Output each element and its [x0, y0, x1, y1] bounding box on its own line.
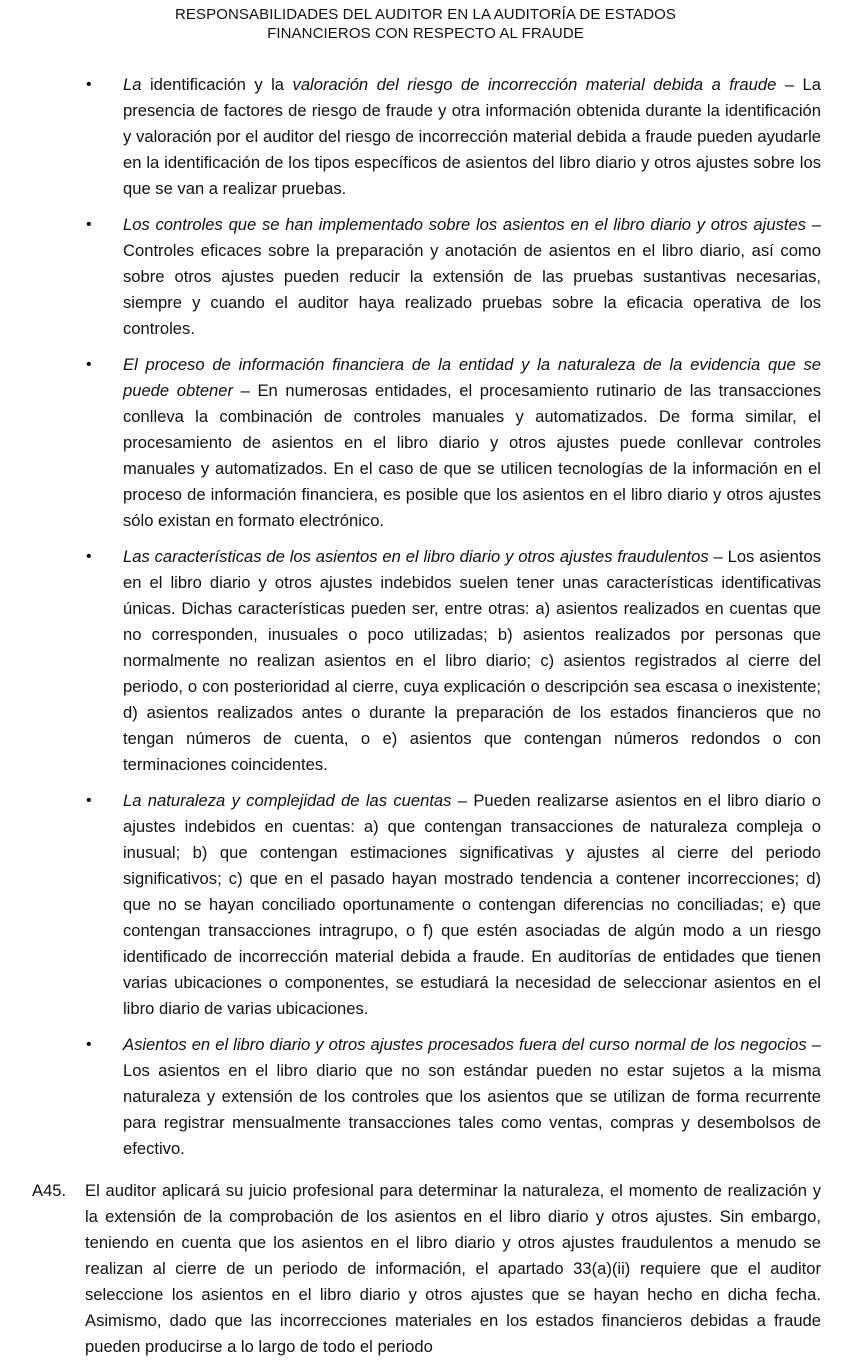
bullet-item-3 — [0, 352, 851, 534]
bullet-marker: • — [86, 792, 92, 809]
paragraph-number: A45. — [32, 1181, 67, 1200]
bullet-marker: • — [86, 356, 92, 373]
bullet-marker: • — [86, 76, 92, 93]
bullet-text: – La presencia de factores de riesgo de fraude y otra información obtenida durante la identificación y valoración por el auditor del riesgo de incorrección material debida a fraude pueden ayudarle en la identificación de los tipos específicos de asientos del libro diario y otros ajustes sobre los que se van a realizar pruebas. — [123, 75, 821, 198]
bullet-item-6 — [0, 1032, 851, 1162]
bullet-mid: identificación y la — [141, 75, 293, 94]
bullet-item-4 — [0, 544, 851, 778]
bullet-text: – En numerosas entidades, el procesamiento rutinario de las transacciones conlleva la combinación de controles manuales y automatizados. De forma similar, el procesamiento de asientos en el libro diario y otros ajustes puede conllevar controles manuales y automatizados. En el caso de que se utilicen tecnologías de la información en el proceso de información financiera, es posible que los asientos en el libro diario y otros ajustes sólo existan en formato electrónico. — [123, 381, 821, 530]
bullet-lead: La — [123, 75, 142, 94]
paragraph-body: El auditor aplicará su juicio profesional para determinar la naturaleza, el momento de realización y la extensión de la comprobación de los asientos en el libro diario y otros ajustes. Sin embargo, teniendo en cuenta que los asientos en el libro diario y otros ajustes fraudulentos a menudo se realizan al cierre de un periodo de información, el apartado 33(a)(ii) requiere que el auditor seleccione los asientos en el libro diario y otros ajustes que se hayan hecho en dicha fecha. Asimismo, dado que las incorrecciones materiales en los estados financieros debidas a fraude pueden producirse a lo largo de todo el periodo — [85, 1181, 821, 1356]
bullet-lead: Las características de los asientos en el libro diario y otros ajustes fraudulentos — [123, 547, 709, 566]
header-line-2: FINANCIEROS CON RESPECTO AL FRAUDE — [267, 25, 584, 42]
bullet-marker: • — [86, 216, 92, 233]
bullet-lead: El proceso de información financiera de la entidad y la naturaleza de la evidencia que se puede obtener — [123, 355, 821, 400]
bullet-list — [0, 72, 851, 1172]
bullet-text: – Los asientos en el libro diario que no son estándar pueden no estar sujetos a la misma naturaleza y extensión de los controles que los asientos que se utilizan de forma recurrente para registrar mensualmente transacciones tales como ventas, compras y desembolsos de efectivo. — [123, 1035, 821, 1158]
paragraph-a45 — [0, 1178, 851, 1360]
bullet-marker: • — [86, 1036, 92, 1053]
bullet-item-1 — [0, 72, 851, 202]
bullet-lead: La naturaleza y complejidad de las cuentas — [123, 791, 452, 810]
bullet-item-5 — [0, 788, 851, 1022]
bullet-lead-2: valoración del riesgo de incorrección material debida a fraude — [292, 75, 777, 94]
page-header — [0, 5, 851, 43]
bullet-marker: • — [86, 548, 92, 565]
bullet-text: – Controles eficaces sobre la preparación y anotación de asientos en el libro diario, así como sobre otros ajustes pueden reducir la extensión de las pruebas sustantivas necesarias, siempre y cuando el auditor haya realizado pruebas sobre la eficacia operativa de los controles. — [123, 215, 821, 338]
bullet-lead: Los controles que se han implementado sobre los asientos en el libro diario y otros ajustes — [123, 215, 807, 234]
bullet-lead: Asientos en el libro diario y otros ajustes procesados fuera del curso normal de los negocios — [123, 1035, 807, 1054]
bullet-text: – Los asientos en el libro diario y otros ajustes indebidos suelen tener unas características identificativas únicas. Dichas características pueden ser, entre otras: a) asientos realizados en cuentas que no corresponden, inusuales o poco utilizadas; b) asientos realizados por personas que normalmente no realizan asientos en el libro diario; c) asientos registrados al cierre del periodo, o con posterioridad al cierre, cuya explicación o descripción sea escasa o inexistente; d) asientos realizados antes o durante la preparación de los estados financieros que no tengan números de cuenta, o e) asientos que contengan números redondos o con terminaciones coincidentes. — [123, 547, 821, 774]
bullet-text: – Pueden realizarse asientos en el libro diario o ajustes indebidos en cuentas: a) que contengan transacciones de naturaleza compleja o inusual; b) que contengan estimaciones significativas y ajustes al cierre del periodo significativos; c) que en el pasado hayan mostrado tendencia a contener incorrecciones; d) que no se hayan conciliado oportunamente o contengan diferencias no conciliadas; e) que contengan transacciones intragrupo, o f) que estén asociadas de algún modo a un riesgo identificado de incorrección material debida a fraude. En auditorías de entidades que tienen varias ubicaciones o componentes, se estudiará la necesidad de seleccionar asientos en el libro diario de varias ubicaciones. — [123, 791, 822, 1018]
bullet-item-2 — [0, 212, 851, 342]
header-line-1: RESPONSABILIDADES DEL AUDITOR EN LA AUDITORÍA DE ESTADOS — [174, 6, 677, 23]
